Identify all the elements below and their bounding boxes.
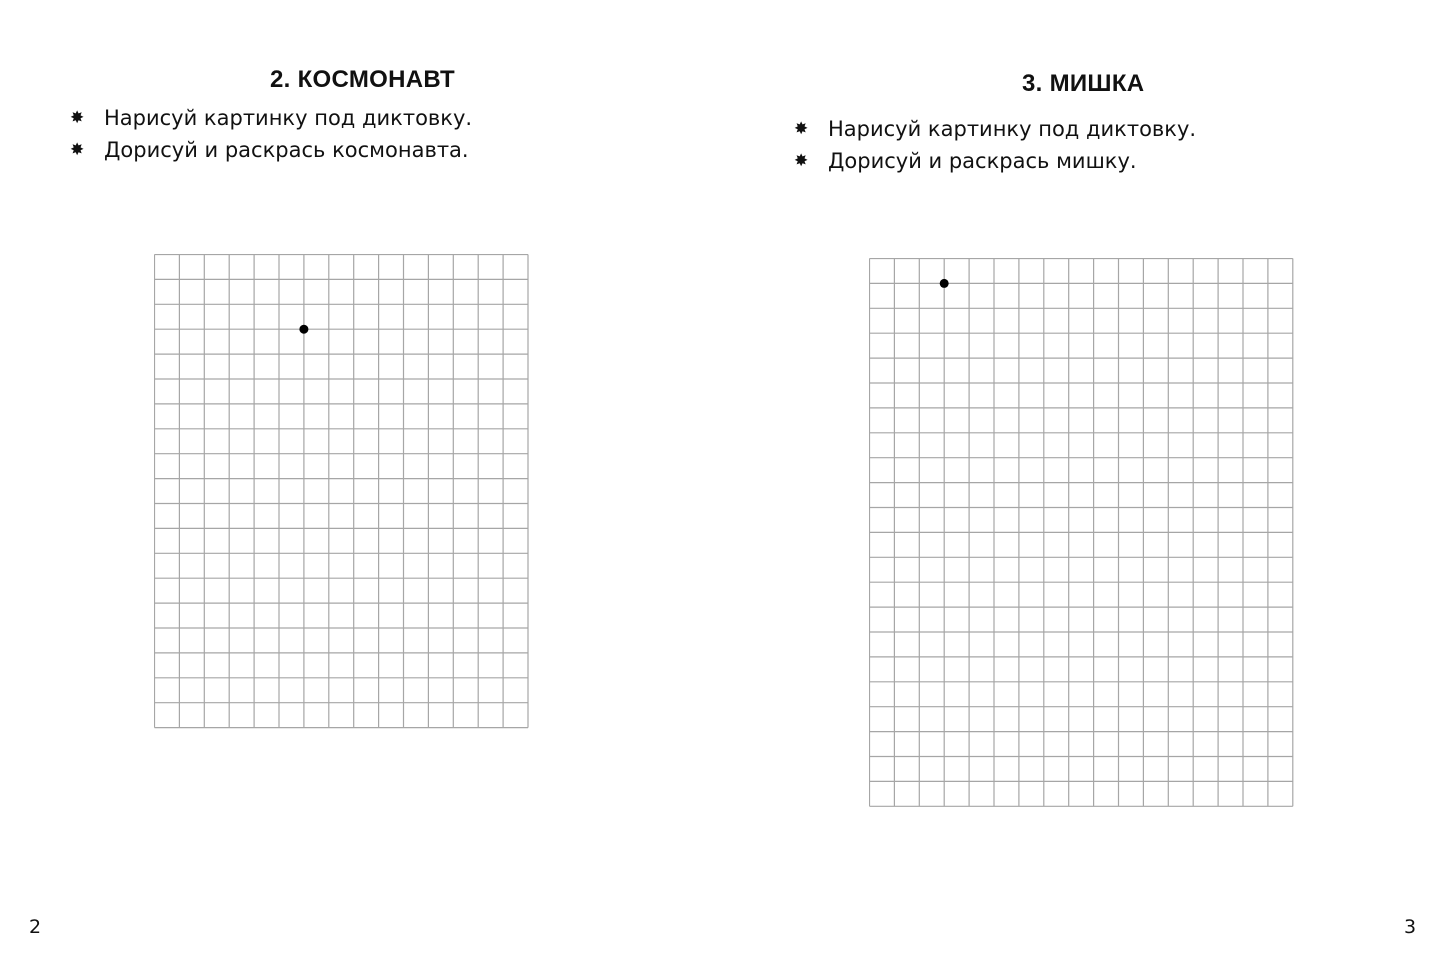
instruction-text: Дорисуй и раскрась космонавта. bbox=[104, 138, 469, 162]
right-page bbox=[722, 0, 1445, 972]
left-page bbox=[0, 0, 722, 972]
start-dot bbox=[940, 279, 949, 288]
instruction-list bbox=[794, 113, 1196, 177]
page-number: 2 bbox=[29, 916, 42, 938]
instruction-text: Дорисуй и раскрась мишку. bbox=[828, 149, 1137, 173]
star-bullet-icon: ✸ bbox=[70, 139, 85, 160]
instruction-list bbox=[70, 102, 472, 166]
star-bullet-icon: ✸ bbox=[794, 150, 809, 171]
start-dot bbox=[299, 325, 308, 334]
drawing-grid[interactable] bbox=[154, 254, 530, 730]
page-title: 3. МИШКА bbox=[1022, 70, 1145, 97]
instruction-text: Нарисуй картинку под диктовку. bbox=[104, 106, 473, 130]
instruction-item bbox=[70, 102, 472, 134]
instruction-item bbox=[70, 134, 472, 166]
drawing-grid[interactable] bbox=[869, 258, 1295, 809]
page-number: 3 bbox=[1404, 916, 1417, 938]
instruction-item bbox=[794, 113, 1196, 145]
star-bullet-icon: ✸ bbox=[794, 118, 809, 139]
star-bullet-icon: ✸ bbox=[70, 107, 85, 128]
instruction-item bbox=[794, 145, 1196, 177]
page-title: 2. КОСМОНАВТ bbox=[270, 66, 456, 93]
instruction-text: Нарисуй картинку под диктовку. bbox=[828, 117, 1197, 141]
